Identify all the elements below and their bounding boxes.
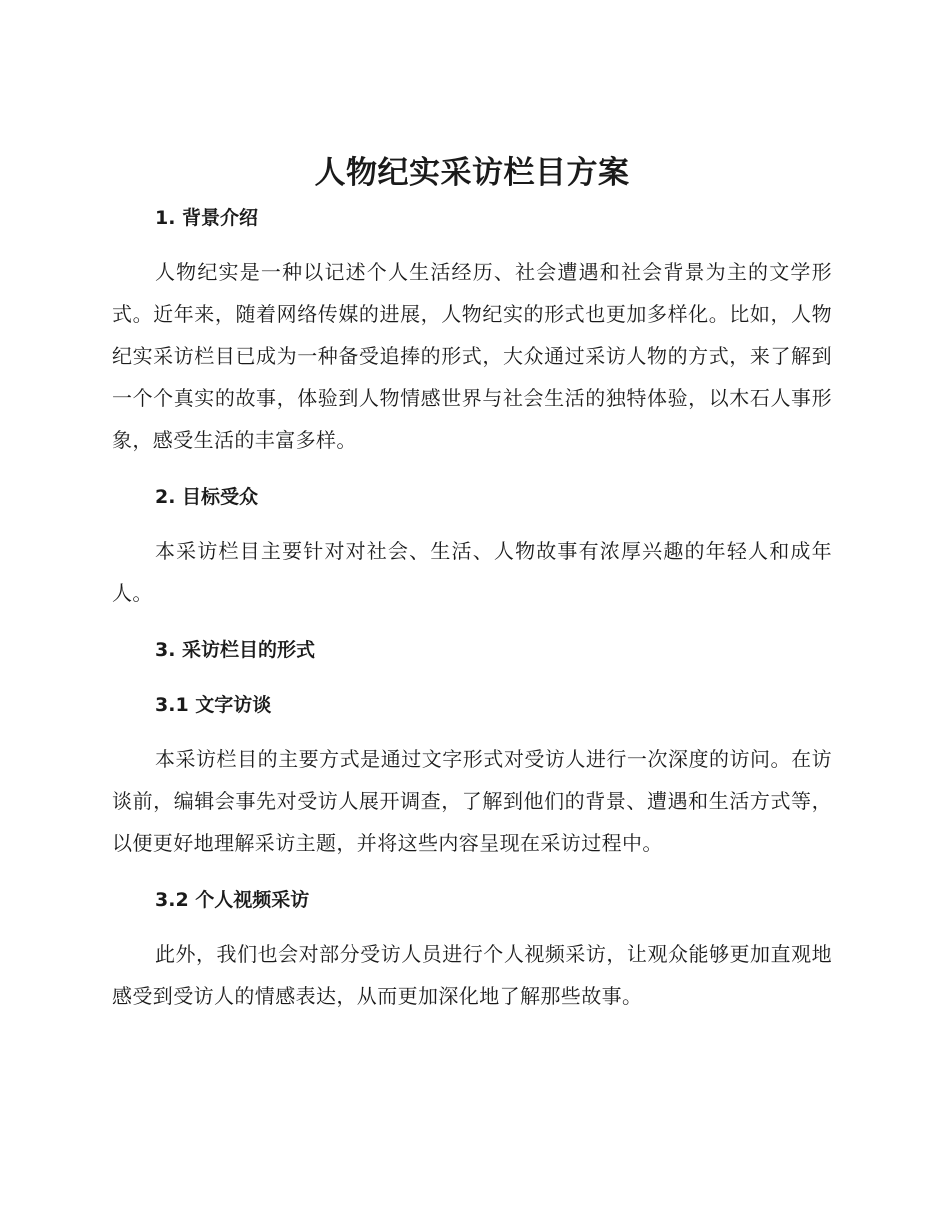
document-page xyxy=(112,150,832,1017)
section-paragraph-audience: 本采访栏目主要针对对社会、生活、人物故事有浓厚兴趣的年轻人和成年人。 xyxy=(112,539,832,605)
section-heading-audience: 2. 目标受众 xyxy=(155,486,259,508)
section-heading-format: 3. 采访栏目的形式 xyxy=(155,639,316,661)
section-heading-text-interview: 3.1 文字访谈 xyxy=(155,694,272,716)
document-title: 人物纪实采访栏目方案 xyxy=(314,155,630,191)
section-heading-background: 1. 背景介绍 xyxy=(155,207,259,229)
section-paragraph-text-interview: 本采访栏目的主要方式是通过文字形式对受访人进行一次深度的访问。在访谈前，编辑会事先对受访人展开调查，了解到他们的背景、遭遇和生活方式等，以便更好地理解采访主题，并将这些内容呈现在采访过程中。 xyxy=(112,747,832,855)
section-paragraph-background: 人物纪实是一种以记述个人生活经历、社会遭遇和社会背景为主的文学形式。近年来，随着网络传媒的进展，人物纪实的形式也更加多样化。比如，人物纪实采访栏目已成为一种备受追捧的形式，大众通过采访人物的方式，来了解到一个个真实的故事，体验到人物情感世界与社会生活的独特体验，以木石人事形象，感受生活的丰富多样。 xyxy=(112,260,832,452)
section-paragraph-video-interview: 此外，我们也会对部分受访人员进行个人视频采访，让观众能够更加直观地感受到受访人的情感表达，从而更加深化地了解那些故事。 xyxy=(112,942,832,1008)
section-heading-video-interview: 3.2 个人视频采访 xyxy=(155,889,310,911)
